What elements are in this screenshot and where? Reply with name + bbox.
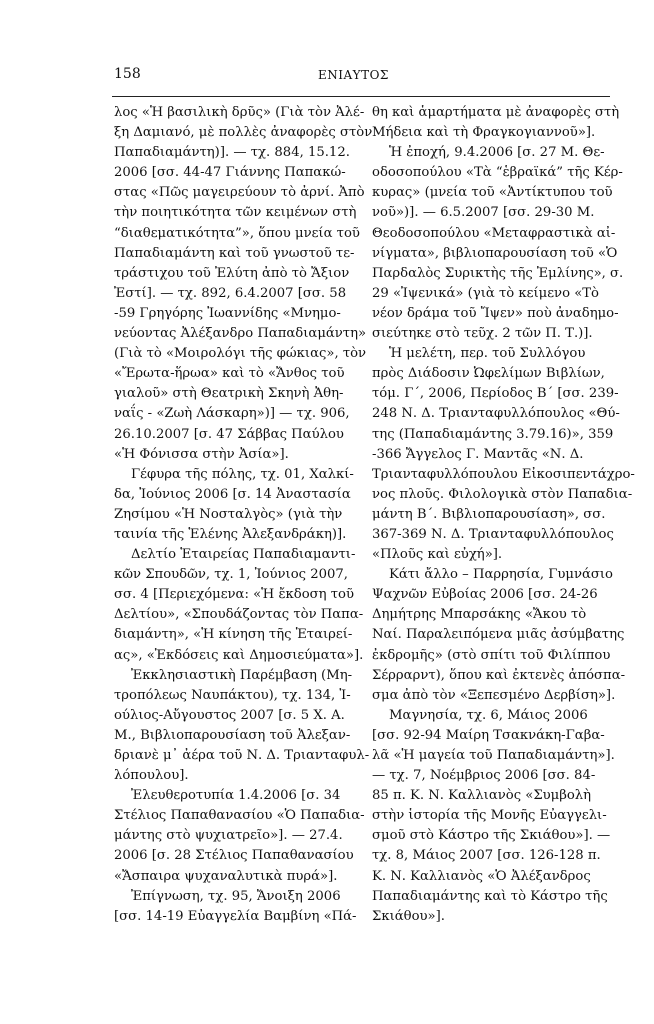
text-line: Κ. Ν. Καλλιανὸς «Ὁ Ἀλέξανδρος (372, 868, 591, 884)
text-line: 367-369 Ν. Δ. Τριανταφυλλόπουλος (372, 526, 614, 542)
text-line: σμα ἀπὸ τὸν «Ξεπεσμένο Δερβίση»]. (372, 687, 616, 703)
text-line: Ψαχνῶν Εὐβοίας 2006 [σσ. 24-26 (372, 587, 598, 603)
text-line: «Ἄσπαιρα ψυχαναλυτικὰ πυρά»]. (114, 868, 338, 884)
text-line: ούλιος-Αὔγουστος 2007 [σ. 5 Χ. Α. (114, 707, 345, 723)
text-line: θη καὶ ἁμαρτήματα μὲ ἀναφορὲς στὴ (372, 105, 620, 120)
text-line: νοῦ»)]. — 6.5.2007 [σσ. 29-30 Μ. (372, 205, 595, 221)
text-line: -366 Ἄγγελος Γ. Μαντᾶς «Ν. Δ. (372, 446, 584, 462)
text-line: Μήδεια καὶ τὴ Φραγκογιαννοῦ»]. (372, 125, 596, 141)
text-line: Δημήτρης Μπαρσάκης «Ἄκου τὸ (372, 607, 587, 623)
text-line: Ζησίμου «Ἡ Νοσταλγὸς» (γιὰ τὴν (114, 506, 343, 522)
text-line: ας», «Ἐκδόσεις καὶ Δημοσιεύματα»]. (114, 647, 364, 663)
text-line: κυρας» (μνεία τοῦ «Ἀντίκτυπου τοῦ (372, 185, 613, 201)
text-line: νεύοντας Ἀλέξανδρο Παπαδιαμάντη» (114, 326, 367, 342)
text-line: τὴν ποιητικότητα τῶν κειμένων στὴ (114, 205, 357, 221)
text-line: 2006 [σσ. 44-47 Γιάννης Παπακώ- (114, 165, 346, 181)
text-line: λόπουλου]. (114, 768, 189, 784)
text-line: τροπόλεως Ναυπάκτου), τχ. 134, Ἰ- (114, 687, 351, 703)
text-line: 2006 [σ. 28 Στέλιος Παπαθανασίου (114, 848, 354, 864)
text-line: Παπαδιαμάντης καὶ τὸ Κάστρο τῆς (372, 888, 608, 904)
text-line: 85 π. Κ. Ν. Καλλιανὸς «Συμβολὴ (372, 788, 592, 804)
text-line: [σσ. 92-94 Μαίρη Τσακνάκη-Γαβα- (372, 727, 605, 743)
text-line: στας «Πῶς μαγειρεύουν τὸ ἀρνί. Ἀπὸ (114, 185, 365, 201)
text-line: Σέρραρντ), ὅπου καὶ ἐκτενὲς ἀπόσπα- (372, 667, 626, 683)
text-line: ξη Δαμιανό, μὲ πολλὲς ἀναφορὲς στὸν (114, 125, 373, 141)
text-line: σμοῦ στὸ Κάστρο τῆς Σκιάθου»]. — (372, 828, 611, 844)
text-line: Ἐπίγνωση, τχ. 95, Ἄνοιξη 2006 (131, 888, 341, 904)
text-line: Κάτι ἄλλο – Παρρησία, Γυμνάσιο (389, 567, 614, 583)
text-line: (Γιὰ τὸ «Μοιρολόγι τῆς φώκιας», τὸν (114, 346, 367, 362)
text-line: τράστιχου τοῦ Ἐλύτη ἀπὸ τὸ Ἄξιον (114, 265, 350, 281)
text-line: μάντη Β΄. Βιβλιοπαρουσίαση», σσ. (372, 506, 606, 522)
text-line: Ἐστί]. — τχ. 892, 6.4.2007 [σσ. 58 (114, 285, 347, 301)
text-line: «Ἡ Φόνισσα στὴν Ἀσία»]. (114, 446, 289, 462)
text-line: 29 «Ἰψενικά» (γιὰ τὸ κείμενο «Τὸ (372, 285, 600, 301)
header-rule (112, 96, 610, 97)
text-line: Ἡ μελέτη, περ. τοῦ Συλλόγου (389, 346, 586, 362)
text-line: ταινία τῆς Ἑλένης Ἀλεξανδράκη)]. (114, 526, 347, 542)
running-head: ΕΝΙΑΥΤΟΣ (318, 68, 389, 82)
text-line: Μ., Βιβλιοπαρουσίαση τοῦ Ἀλεξαν- (114, 727, 351, 743)
text-line: της (Παπαδιαμάντης 3.79.16)», 359 (372, 426, 614, 442)
text-line: [σσ. 14-19 Εὐαγγελία Βαμβίνη «Πά- (114, 908, 357, 924)
text-line: Δελτίο Ἑταιρείας Παπαδιαμαντι- (131, 547, 356, 563)
text-line: Παπαδιαμάντη καὶ τοῦ γνωστοῦ τε- (114, 245, 355, 261)
text-line: Δελτίου», «Σπουδάζοντας τὸν Παπα- (114, 607, 364, 623)
text-line: σιεύτηκε στὸ τεῦχ. 2 τῶν Π. Τ.)]. (372, 326, 593, 342)
text-line: λᾶ «Ἡ μαγεία τοῦ Παπαδιαμάντη»]. (372, 748, 615, 763)
text-line: Τριανταφυλλόπουλου Εἰκοσιπεντάχρο- (372, 466, 635, 482)
text-line: «Πλοῦς καὶ εὐχή»]. (372, 547, 503, 563)
text-line: Ἐλευθεροτυπία 1.4.2006 [σ. 34 (131, 788, 341, 804)
text-line: «Ἔρωτα-ἥρωα» καὶ τὸ «Ἄνθος τοῦ (114, 366, 345, 382)
text-line: Σκιάθου»]. (372, 908, 445, 924)
text-line: κῶν Σπουδῶν, τχ. 1, Ἰούνιος 2007, (114, 567, 348, 583)
text-line: ἐκδρομῆς» (στὸ σπίτι τοῦ Φιλίππου (372, 647, 611, 663)
text-line: σσ. 4 [Περιεχόμενα: «Ἡ ἔκδοση τοῦ (114, 587, 354, 603)
text-line: τχ. 8, Μάιος 2007 [σσ. 126-128 π. (372, 848, 601, 864)
text-line: στὴν ἱστορία τῆς Μονῆς Εὐαγγελι- (372, 808, 607, 824)
text-line: τόμ. Γ΄, 2006, Περίοδος Β΄ [σσ. 239- (372, 386, 619, 402)
text-line: οδοσοπούλου «Τὰ “ἑβραϊκά” τῆς Κέρ- (372, 165, 623, 181)
text-line: 248 Ν. Δ. Τριανταφυλλόπουλος «Θύ- (372, 406, 620, 422)
page-number: 158 (114, 66, 141, 82)
text-line: δα, Ἰούνιος 2006 [σ. 14 Ἀναστασία (114, 486, 351, 502)
text-line: νέον δράμα τοῦ Ἴψεν» ποὺ ἀναδημο- (372, 305, 619, 321)
text-line: Παπαδιαμάντη)]. — τχ. 884, 15.12. (114, 145, 350, 161)
text-line: Στέλιος Παπαθανασίου «Ὁ Παπαδια- (114, 808, 365, 824)
text-line: δριανὲ μ᾽ ἀέρα τοῦ Ν. Δ. Τριανταφυλ- (114, 748, 370, 763)
text-line: Μαγνησία, τχ. 6, Μάιος 2006 (389, 707, 588, 723)
text-line: νος πλοῦς. Φιλολογικὰ στὸν Παπαδια- (372, 486, 633, 502)
text-line: “διαθεματικότητα”», ὅπου μνεία τοῦ (114, 225, 360, 241)
text-line: Γέφυρα τῆς πόλης, τχ. 01, Χαλκί- (131, 466, 354, 482)
text-line: Ἐκκλησιαστικὴ Παρέμβαση (Μη- (131, 667, 353, 683)
text-line: Ἡ ἐποχή, 9.4.2006 [σ. 27 Μ. Θε- (389, 145, 605, 161)
text-line: διαμάντη», «Ἡ κίνηση τῆς Ἑταιρεί- (114, 627, 353, 643)
text-line: μάντης στὸ ψυχιατρεῖο»]. — 27.4. (114, 828, 343, 844)
text-line: Παρδαλὸς Συρικτὴς τῆς Ἐμλίνης», σ. (372, 265, 624, 281)
text-line: γιαλοῦ» στὴ Θεατρικὴ Σκηνὴ Ἀθη- (114, 386, 344, 402)
text-line: λος «Ἡ βασιλικὴ δρῦς» (Γιὰ τὸν Ἀλέ- (114, 105, 365, 120)
right-column (372, 103, 635, 927)
text-line: 26.10.2007 [σ. 47 Σάββας Παύλου (114, 426, 344, 442)
text-line: Ναί. Παραλειπόμενα μιᾶς ἀσύμβατης (372, 627, 625, 643)
text-line: — τχ. 7, Νοέμβριος 2006 [σσ. 84- (372, 768, 596, 784)
text-line: Θεοδοσοπούλου «Μεταφραστικὰ αἰ- (372, 225, 616, 241)
text-line: ναΐς - «Ζωὴ Λάσκαρη»)] — τχ. 906, (114, 406, 350, 422)
text-line: πρὸς Διάδοσιν Ὠφελίμων Βιβλίων, (372, 366, 605, 382)
text-line: νίγματα», βιβλιοπαρουσίαση τοῦ «Ὁ (372, 245, 618, 261)
left-column (114, 103, 373, 927)
text-line: -59 Γρηγόρης Ἰωαννίδης «Μνημο- (114, 305, 341, 321)
